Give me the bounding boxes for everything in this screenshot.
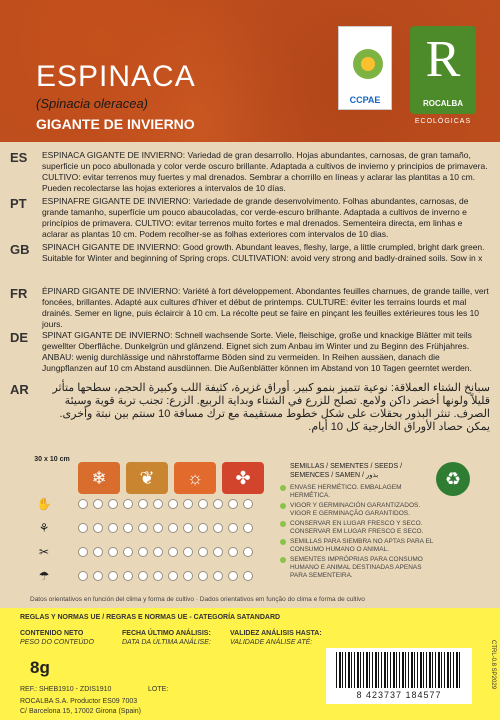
calendar-cell xyxy=(138,499,148,509)
calendar-cell xyxy=(183,547,193,557)
orientative-note: Datos orientativos en función del clima y forma de cultivo · Dados orientativos em função do clima e forma de cultivo xyxy=(30,596,365,603)
calendar-cell xyxy=(93,499,103,509)
calendar-cell xyxy=(213,523,223,533)
ccpae-label: CCPAE xyxy=(349,95,381,105)
calendar-cell xyxy=(228,571,238,581)
calendar-cell xyxy=(138,547,148,557)
content-label: CONTENIDO NETO xyxy=(20,630,84,637)
ref-code: REF.: SHEB1910 - ZDIS1910 xyxy=(20,686,112,693)
net-weight: 8g xyxy=(30,658,50,677)
transplant-icon: ⚘ xyxy=(38,521,50,535)
calendar-cell xyxy=(198,571,208,581)
calendar-cell xyxy=(123,523,133,533)
calendar-cell xyxy=(183,571,193,581)
eu-organic-leaf-icon xyxy=(353,49,383,79)
calendar-cell xyxy=(153,571,163,581)
calendar-cell xyxy=(168,523,178,533)
footer xyxy=(0,608,500,720)
property-item: SEMILLAS PARA SIEMBRA NO APTAS PARA EL CONSUMO HUMANO O ANIMAL. xyxy=(290,538,440,554)
lang-row-de xyxy=(10,330,490,374)
property-item: SEMENTES IMPRÓPRIAS PARA CONSUMO HUMANO E ANIMAL DESTINADAS APENAS PARA SEMENTEIRA. xyxy=(290,556,440,580)
latin-name: (Spinacia oleracea) xyxy=(36,96,149,111)
date-label-pt: DATA DA ÚLTIMA ANÁLISE: xyxy=(122,639,211,646)
brand-name: ROCALBA xyxy=(423,99,463,108)
property-item: VIGOR Y GERMINACIÓN GARANTIZADOS. VIGOR E GERMINAÇÃO GARANTIDOS. xyxy=(290,502,440,518)
sowing-hand-icon: ✋ xyxy=(36,497,52,511)
lang-text: SPINAT GIGANTE DE INVIERNO: Schnell wachsende Sorte. Viele, fleischige, große und knackige Blätter mit teils gewellter Oberfläche. Dunkelgrün und glänzend. Eignet sich zum Anbau im Winter und zu Beginn des Frühjahres. ANBAU: wenig durchlässige und nährstoffarme Böden sind zu vermeiden. In Reihen aussäen, danach die Jungpflanzen auf 10 cm Abstand ausdünnen. Die Außenblätter können im Abstand von 10 Tagen geerntet werden. xyxy=(42,330,472,373)
calendar-cell xyxy=(243,571,253,581)
harvest-icon: ✂ xyxy=(38,545,50,559)
calendar-cell xyxy=(93,547,103,557)
sun-icon: ☼ xyxy=(174,462,216,494)
calendar-cell xyxy=(153,523,163,533)
property-item: ENVASE HERMÉTICO. EMBALAGEM HERMÉTICA. xyxy=(290,484,440,500)
calendar-cell xyxy=(138,571,148,581)
valid-label-pt: VALIDADE ANÁLISE ATÉ: xyxy=(230,639,313,646)
calendar-cell xyxy=(243,523,253,533)
rules-line: REGLAS Y NORMAS UE / REGRAS E NORMAS UE - CATEGORÍA SATANDARD xyxy=(20,614,281,621)
snowflake-icon: ❄ xyxy=(78,462,120,494)
lang-text: ÉPINARD GIGANTE DE INVIERNO: Variété à fort développement. Abondantes feuilles charnues, de grande taille, vert foncées, brillantes. Adapté aux cultures d'hiver et début de printemps. CULTURE: éviter les terrains lourds et mal drainés. Semer en ligne, puis éclaircir à 10 cm. La récolte peut se faire en pinçant les feuilles extérieures tous les 10 jours. xyxy=(42,286,489,329)
calendar-cell xyxy=(243,547,253,557)
calendar-cell xyxy=(213,499,223,509)
calendar-cell xyxy=(213,571,223,581)
props-head-line-1: SEMILLAS / SEMENTES / SEEDS / xyxy=(290,463,403,470)
lang-code: AR xyxy=(10,382,29,397)
barcode-bars xyxy=(336,652,462,688)
calendar-cell xyxy=(123,499,133,509)
seed-properties-header xyxy=(290,462,402,480)
lang-code: PT xyxy=(10,196,27,211)
leaf-icon: ❦ xyxy=(126,462,168,494)
lang-text: ESPINACA GIGANTE DE INVIERNO: Variedad de gran desarrollo. Hojas abundantes, carnosas, de gran tamaño, superficie un poco abullonada y color verde oscuro brillante. Adaptada a cultivos de invierno y principios de primavera. CULTIVO: evitar terrenos muy fuertes y mal drenados. Sembrar a chorrillo en líneas y aclarar las plantitas a 10 cm. Pueden recolectarse las hojas exteriores a intervalos de 10 días. xyxy=(42,150,488,193)
lang-text: سبانخ الشتاء العملاقة: نوعية تتميز بنمو كبير. أوراق غزيرة، كثيفة اللب وكبيرة الحجم، سطحها متأثر قليلاً ولونها أخضر داكن ولامع. تصلح للزرع في الشتاء وبداية الربيع. الزرع: تجنب تربة قوية وسيئة الصرف. تنثر البذور بحقلات على شكل خطوط مستقيمة مع ترك مسافة 10 سنتم بين نبتة وأخرى. يمكن حصاد الأوراق الخارجية كل 10 أيام. xyxy=(52,382,490,433)
calendar-cell xyxy=(153,499,163,509)
lang-row-ar xyxy=(10,382,490,434)
calendar-cell xyxy=(198,547,208,557)
calendar-cell xyxy=(108,499,118,509)
calendar-cell xyxy=(93,571,103,581)
valid-label: VALIDEZ ANÁLISIS HASTA: xyxy=(230,630,322,637)
date-label: FECHA ÚLTIMO ANÁLISIS: xyxy=(122,630,211,637)
calendar-cell xyxy=(183,523,193,533)
ecologicas-label: ECOLÓGICAS xyxy=(414,118,472,125)
lang-row-fr xyxy=(10,286,490,330)
property-item: CONSERVAR EN LUGAR FRESCO Y SECO. CONSERVAR EM LUGAR FRESCO E SECO. xyxy=(290,520,440,536)
variety-name: GIGANTE DE INVIERNO xyxy=(36,116,195,132)
ccpae-certification-logo xyxy=(338,26,392,110)
lang-row-gb xyxy=(10,242,490,264)
side-code: CTRL-0.8 SP2029 xyxy=(490,640,496,690)
lang-row-pt xyxy=(10,196,490,240)
barcode-digits: 8 423737 184577 xyxy=(356,690,442,700)
calendar-cell xyxy=(183,499,193,509)
calendar-cell xyxy=(123,571,133,581)
calendar-cell xyxy=(228,547,238,557)
sowing-spacing: 30 x 10 cm xyxy=(34,456,70,463)
company-address: C/ Barcelona 15, 17002 Girona (Spain) xyxy=(20,708,142,715)
calendar-cell xyxy=(168,547,178,557)
calendar-cell xyxy=(78,523,88,533)
calendar-cell xyxy=(168,499,178,509)
rocalba-logo xyxy=(410,26,476,114)
calendar-cell xyxy=(93,523,103,533)
calendar-cell xyxy=(168,571,178,581)
calendar-cell xyxy=(78,499,88,509)
calendar-cell xyxy=(198,523,208,533)
company-name: ROCALBA S.A. Productor ES09 7003 xyxy=(20,698,138,705)
maple-leaf-icon: ✤ xyxy=(222,462,264,494)
calendar-cell xyxy=(123,547,133,557)
lang-text: SPINACH GIGANTE DE INVIERNO: Good growth. Abundant leaves, fleshy, large, a little crumpled, bright dark green. Suitable for Winter and beginning of Spring crops. CULTIVATION: avoid very strong and badly-drained soils. Sow in x xyxy=(42,242,485,263)
calendar-cell xyxy=(108,547,118,557)
rocalba-letter: R xyxy=(425,31,461,88)
calendar-cell xyxy=(78,547,88,557)
content-label-pt: PESO DO CONTEÚDO xyxy=(20,639,94,646)
calendar-cell xyxy=(198,499,208,509)
weather-icon: ☂ xyxy=(38,569,50,583)
lang-text: ESPINAFRE GIGANTE DE INVIERNO: Variedade de grande desenvolvimento. Folhas abundantes, carnosas, de grande tamanho, superfície um pouco abaucoladas, cor verde-escuro brilhante. Adaptada a cultivos de inverno e princípios de primavera. CULTIVO: evitar terrenos muito fortes e mal drenados. Sementeira directa, em linhas e aclarar as plantas 10 cm. Podem recolher-se as folhas exteriores com intervalos de 10 dias. xyxy=(42,196,469,239)
lang-code: GB xyxy=(10,242,30,257)
calendar-cell xyxy=(153,547,163,557)
barcode xyxy=(326,648,472,704)
lang-code: ES xyxy=(10,150,28,165)
lang-code: DE xyxy=(10,330,29,345)
calendar-cell xyxy=(213,547,223,557)
product-title: ESPINACA xyxy=(36,60,196,93)
lang-code: FR xyxy=(10,286,28,301)
props-head-line-2: SEMENCES / SAMEN / بذور xyxy=(290,472,379,479)
calendar-cell xyxy=(228,499,238,509)
calendar-cell xyxy=(138,523,148,533)
calendar-cell xyxy=(108,523,118,533)
calendar-cell xyxy=(78,571,88,581)
calendar-cell xyxy=(108,571,118,581)
lang-row-es xyxy=(10,150,490,194)
green-dot-recycle-icon xyxy=(436,462,470,496)
calendar-cell xyxy=(228,523,238,533)
lote-label: LOTE: xyxy=(148,686,169,693)
calendar-cell xyxy=(243,499,253,509)
header-band xyxy=(0,0,500,142)
